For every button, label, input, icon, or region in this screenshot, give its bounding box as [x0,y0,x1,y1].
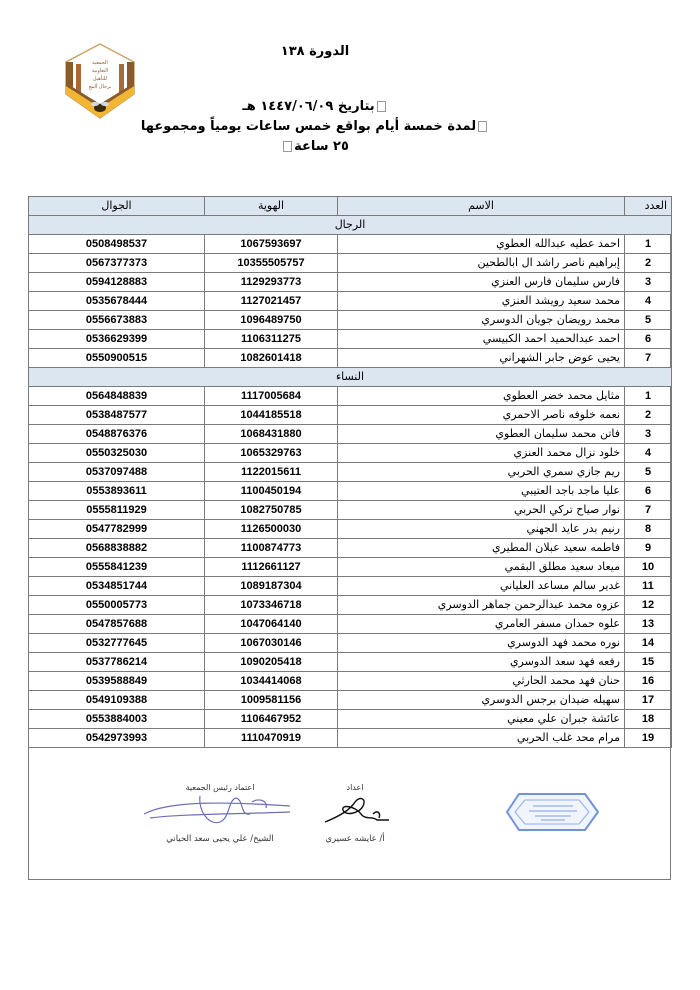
participant-name: احمد عبدالحميد احمد الكبيسي [338,330,625,349]
association-stamp [505,790,600,834]
participant-name: مثايل محمد خضر العطوي [338,387,625,406]
row-number: 12 [625,596,672,615]
row-number: 4 [625,292,672,311]
national-id: 1100450194 [205,482,338,501]
placeholder-box-icon [377,101,386,112]
table-row [29,653,672,672]
row-number: 2 [625,406,672,425]
row-number: 7 [625,349,672,368]
national-id: 1073346718 [205,596,338,615]
row-number: 8 [625,520,672,539]
row-number: 13 [625,615,672,634]
participant-name: مرام محد غلب الحربي [338,729,625,748]
participant-name: رفعه فهد سعد الدوسري [338,653,625,672]
mobile-number: 0555841239 [29,558,205,577]
duration-line: لمدة خمسة أيام بواقع خمس ساعات يومياً ومجموعها ٢٥ ساعة [140,117,490,157]
prepared-signature-block [315,783,395,844]
mobile-number: 0550005773 [29,596,205,615]
participant-name: نعمه خلوفه ناصر الاحمري [338,406,625,425]
participant-name: ريم جازي سمري الحربي [338,463,625,482]
national-id: 1096489750 [205,311,338,330]
table-row [29,292,672,311]
approval-heading: اعتماد رئيس الجمعية [185,783,255,792]
national-id: 10355505757 [205,254,338,273]
row-number: 19 [625,729,672,748]
mobile-number: 0594128883 [29,273,205,292]
row-number: 11 [625,577,672,596]
mobile-number: 0555811929 [29,501,205,520]
national-id: 1067030146 [205,634,338,653]
table-row [29,482,672,501]
row-number: 4 [625,444,672,463]
row-number: 6 [625,482,672,501]
mobile-number: 0553884003 [29,710,205,729]
row-number: 2 [625,254,672,273]
participant-name: خلود نزال محمد العنزي [338,444,625,463]
participant-name: فاطمه سعيد عبلان المطيري [338,539,625,558]
section-title: النساء [29,368,672,387]
section-title: الرجال [29,216,672,235]
national-id: 1127021457 [205,292,338,311]
national-id: 1068431880 [205,425,338,444]
table-row [29,634,672,653]
row-number: 5 [625,463,672,482]
date-line: بتاريخ ١٤٤٧/٠٦/٠٩ هـ [140,97,490,117]
table-row [29,596,672,615]
mobile-number: 0547857688 [29,615,205,634]
table-row [29,387,672,406]
row-number: 3 [625,273,672,292]
mobile-number: 0508498537 [29,235,205,254]
participant-name: نوار صياح تركي الحربي [338,501,625,520]
national-id: 1100874773 [205,539,338,558]
participant-name: علوه حمدان مسفر العامري [338,615,625,634]
table-row [29,444,672,463]
svg-text:التعاونية: التعاونية [91,68,109,74]
row-number: 15 [625,653,672,672]
course-title: الدورة ١٣٨ [280,44,350,59]
mobile-number: 0535678444 [29,292,205,311]
table-row [29,254,672,273]
participant-name: محمد رويضان جويان الدوسري [338,311,625,330]
national-id: 1129293773 [205,273,338,292]
national-id: 1106467952 [205,710,338,729]
row-number: 18 [625,710,672,729]
approval-signature-block [140,783,300,844]
column-header-id: الهوية [205,197,338,216]
national-id: 1122015611 [205,463,338,482]
participant-name: إبراهيم ناصر راشد ال ابالطحين [338,254,625,273]
section-header-row [29,368,672,387]
national-id: 1034414068 [205,672,338,691]
mobile-number: 0550900515 [29,349,205,368]
national-id: 1089187304 [205,577,338,596]
mobile-number: 0568838882 [29,539,205,558]
mobile-number: 0564848839 [29,387,205,406]
row-number: 6 [625,330,672,349]
row-number: 3 [625,425,672,444]
mobile-number: 0536629399 [29,330,205,349]
mobile-number: 0538487577 [29,406,205,425]
row-number: 7 [625,501,672,520]
national-id: 1106311275 [205,330,338,349]
table-row [29,463,672,482]
svg-text:للتأهيل: للتأهيل [92,76,108,82]
participant-name: يحيى عوض جابر الشهراني [338,349,625,368]
mobile-number: 0549109388 [29,691,205,710]
table-row [29,691,672,710]
table-row [29,672,672,691]
column-header-phone: الجوال [29,197,205,216]
table-row [29,330,672,349]
mobile-number: 0537786214 [29,653,205,672]
table-row [29,729,672,748]
national-id: 1082601418 [205,349,338,368]
prepared-name: أ/ عايشه عسيري [325,834,385,844]
row-number: 14 [625,634,672,653]
mobile-number: 0550325030 [29,444,205,463]
approval-name: الشيخ/ علي يحيى سعد الحياني [166,834,274,844]
table-row [29,425,672,444]
row-number: 10 [625,558,672,577]
table-row [29,539,672,558]
prepared-heading: اعداد [346,783,364,792]
mobile-number: 0542973993 [29,729,205,748]
participant-name: فاتن محمد سليمان العطوي [338,425,625,444]
participant-name: فارس سليمان فارس العنزي [338,273,625,292]
placeholder-box-icon [478,121,487,132]
participant-name: محمد سعيد رويشد العنزي [338,292,625,311]
participant-name: غدير سالم مساعد العلياني [338,577,625,596]
participant-name: نوره محمد فهد الدوسري [338,634,625,653]
placeholder-box-icon [283,141,292,152]
national-id: 1110470919 [205,729,338,748]
table-row [29,558,672,577]
row-number: 16 [625,672,672,691]
prepared-signature-icon [315,792,395,830]
participant-name: حنان فهد محمد الحارثي [338,672,625,691]
approval-signature-icon [140,792,300,830]
participant-name: ميعاد سعيد مطلق البقمي [338,558,625,577]
table-row [29,615,672,634]
national-id: 1090205418 [205,653,338,672]
table-row [29,501,672,520]
mobile-number: 0532777645 [29,634,205,653]
svg-text:الجمعية: الجمعية [92,60,108,66]
participant-name: عائشة جبران علي معيني [338,710,625,729]
row-number: 1 [625,235,672,254]
mobile-number: 0548876376 [29,425,205,444]
mobile-number: 0539588849 [29,672,205,691]
participants-table [28,196,672,748]
national-id: 1112661127 [205,558,338,577]
table-row [29,311,672,330]
participant-name: عزوه محمد عبدالرحمن جماهر الدوسري [338,596,625,615]
association-logo [60,42,140,120]
mobile-number: 0547782999 [29,520,205,539]
national-id: 1044185518 [205,406,338,425]
svg-text:برجال ألمع: برجال ألمع [88,84,112,90]
table-row [29,273,672,292]
column-header-name: الاسم [338,197,625,216]
table-row [29,520,672,539]
mobile-number: 0556673883 [29,311,205,330]
participant-name: عليا ماجد باجد العتيبي [338,482,625,501]
national-id: 1065329763 [205,444,338,463]
mobile-number: 0553893611 [29,482,205,501]
row-number: 17 [625,691,672,710]
table-row [29,710,672,729]
table-row [29,577,672,596]
national-id: 1067593697 [205,235,338,254]
table-row [29,406,672,425]
participant-name: رنيم بدر عايد الجهني [338,520,625,539]
course-details [140,97,490,157]
row-number: 1 [625,387,672,406]
table-row [29,349,672,368]
row-number: 9 [625,539,672,558]
mobile-number: 0567377373 [29,254,205,273]
participant-name: احمد عطيه عبدالله العطوي [338,235,625,254]
table-header-row [29,197,672,216]
participant-name: سهيله ضيدان برجس الدوسري [338,691,625,710]
column-header-count: العدد [625,197,672,216]
national-id: 1126500030 [205,520,338,539]
national-id: 1047064140 [205,615,338,634]
national-id: 1009581156 [205,691,338,710]
row-number: 5 [625,311,672,330]
national-id: 1117005684 [205,387,338,406]
mobile-number: 0537097488 [29,463,205,482]
table-row [29,235,672,254]
section-header-row [29,216,672,235]
national-id: 1082750785 [205,501,338,520]
mobile-number: 0534851744 [29,577,205,596]
